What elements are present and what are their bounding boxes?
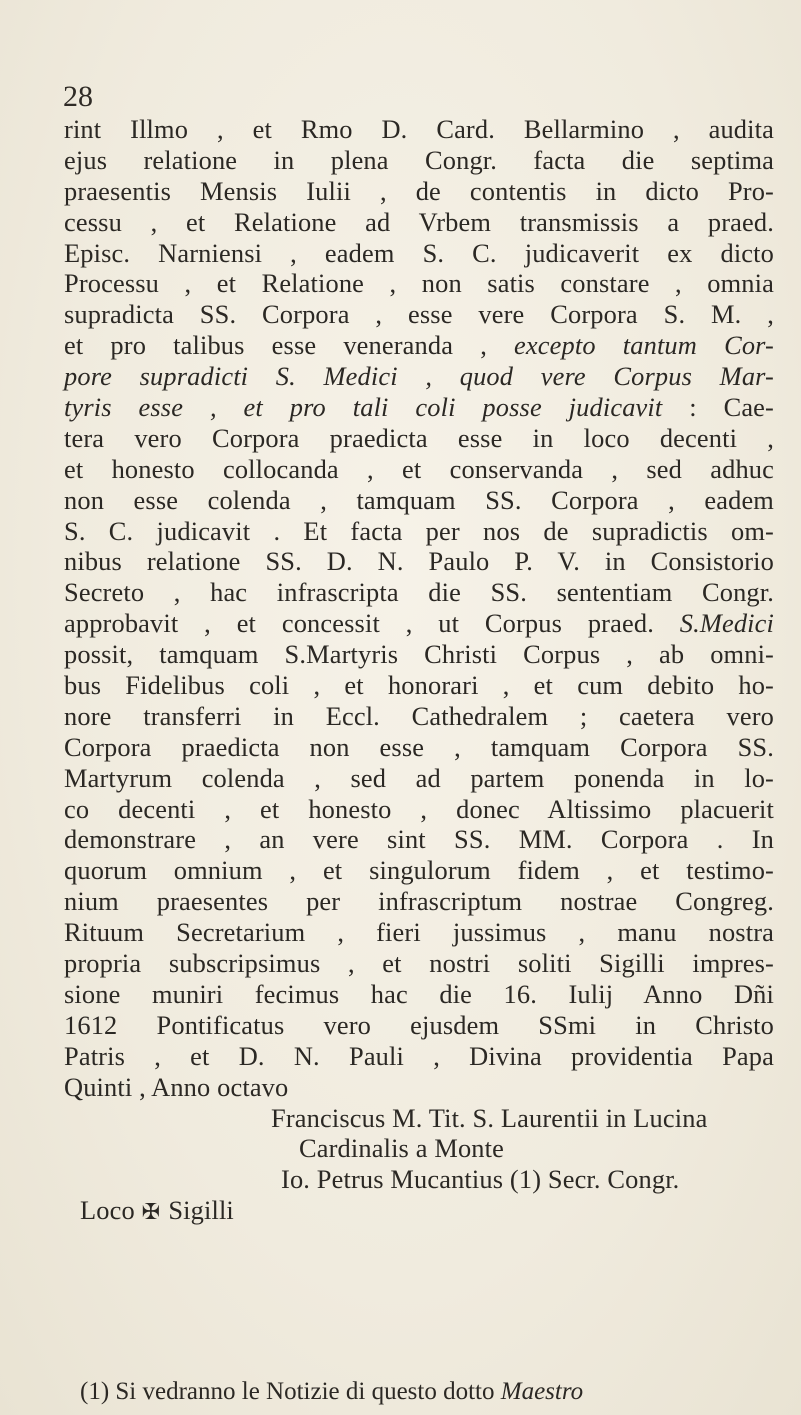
text-line: praesentis Mensis Iulii , de contentis in dicto Pro- (64, 175, 774, 206)
roman-segment: : Cae- (662, 392, 774, 423)
text-line: Quinti , Anno octavo (64, 1071, 289, 1102)
text-line: Corpora praedicta non esse , tamquam Corpora SS. (64, 731, 774, 762)
text-line: Martyrum colenda , sed ad partem ponenda in lo- (64, 762, 774, 793)
text-line: Secreto , hac infrascripta die SS. sententiam Congr. (64, 577, 774, 608)
footnote-text: (1) Si vedranno le Notizie di questo dotto (80, 1378, 501, 1405)
text-line: non esse colenda , tamquam SS. Corpora , eadem (64, 484, 774, 515)
text-line: Processu , et Relatione , non satis constare , omnia (64, 268, 774, 299)
secretary-signature: Io. Petrus Mucantius (1) Secr. Congr. (281, 1164, 680, 1195)
text-line-mixed (64, 608, 774, 639)
text-line: nibus relatione SS. D. N. Paulo P. V. in Consistorio (64, 546, 774, 577)
page-number: 28 (63, 80, 93, 113)
seal-placeholder (64, 1195, 774, 1226)
footnote (80, 1377, 583, 1407)
signature-name: Franciscus M. Tit. S. Laurentii in Lucina (271, 1102, 708, 1133)
italic-segment: S.Medici (679, 608, 774, 639)
text-line: supradicta SS. Corpora , esse vere Corpora S. M. , (64, 299, 774, 330)
text-line: possit, tamquam S.Martyris Christi Corpus , ab omni- (64, 639, 774, 670)
text-line: demonstrare , an vere sint SS. MM. Corpora . In (64, 824, 774, 855)
italic-segment: tyris esse , et pro tali coli posse judicavit (64, 392, 663, 423)
text-line-mixed (64, 392, 774, 423)
cross-icon: ✠ (141, 1199, 161, 1225)
text-line: ejus relatione in plena Congr. facta die septima (64, 144, 774, 175)
text-line: Episc. Narniensi , eadem S. C. judicaverit ex dicto (64, 237, 774, 268)
seal-label-sigilli: Sigilli (168, 1195, 234, 1226)
footnote-italic: Maestro (500, 1378, 584, 1405)
text-line: Patris , et D. N. Pauli , Divina providentia Papa (64, 1040, 774, 1071)
text-line: propria subscripsimus , et nostri soliti Sigilli impres- (64, 948, 774, 979)
text-line-mixed (64, 330, 774, 361)
text-line: nium praesentes per infrascriptum nostrae Congreg. (64, 886, 774, 917)
roman-segment: approbavit , et concessit , ut Corpus praed. (64, 608, 680, 639)
text-line: rint Illmo , et Rmo D. Card. Bellarmino , audita (64, 114, 774, 144)
text-line-mixed (64, 361, 774, 392)
text-line: Rituum Secretarium , fieri jussimus , manu nostra (64, 917, 774, 948)
italic-segment: pore supradicti S. Medici , quod vere Corpus Mar- (64, 361, 774, 392)
text-line: bus Fidelibus coli , et honorari , et cum debito ho- (64, 670, 774, 701)
main-text (64, 114, 774, 1226)
roman-segment: et pro talibus esse veneranda , (64, 330, 515, 361)
text-line: S. C. judicavit . Et facta per nos de supradictis om- (64, 515, 774, 546)
text-line: co decenti , et honesto , donec Altissimo placuerit (64, 793, 774, 824)
text-line: sione muniri fecimus hac die 16. Iulij Anno Dñi (64, 978, 774, 1009)
seal-label: Loco (80, 1195, 135, 1226)
text-line: tera vero Corpora praedicta esse in loco decenti , (64, 422, 774, 453)
signature-title: Cardinalis a Monte (299, 1133, 504, 1164)
text-line: 1612 Pontificatus vero ejusdem SSmi in Christo (64, 1009, 774, 1040)
text-line: nore transferri in Eccl. Cathedralem ; caetera vero (64, 700, 774, 731)
italic-segment: excepto tantum Cor- (514, 330, 774, 361)
text-line: et honesto collocanda , et conservanda , sed adhuc (64, 453, 774, 484)
text-line: quorum omnium , et singulorum fidem , et testimo- (64, 855, 774, 886)
text-line: cessu , et Relatione ad Vrbem transmissis a praed. (64, 206, 774, 237)
